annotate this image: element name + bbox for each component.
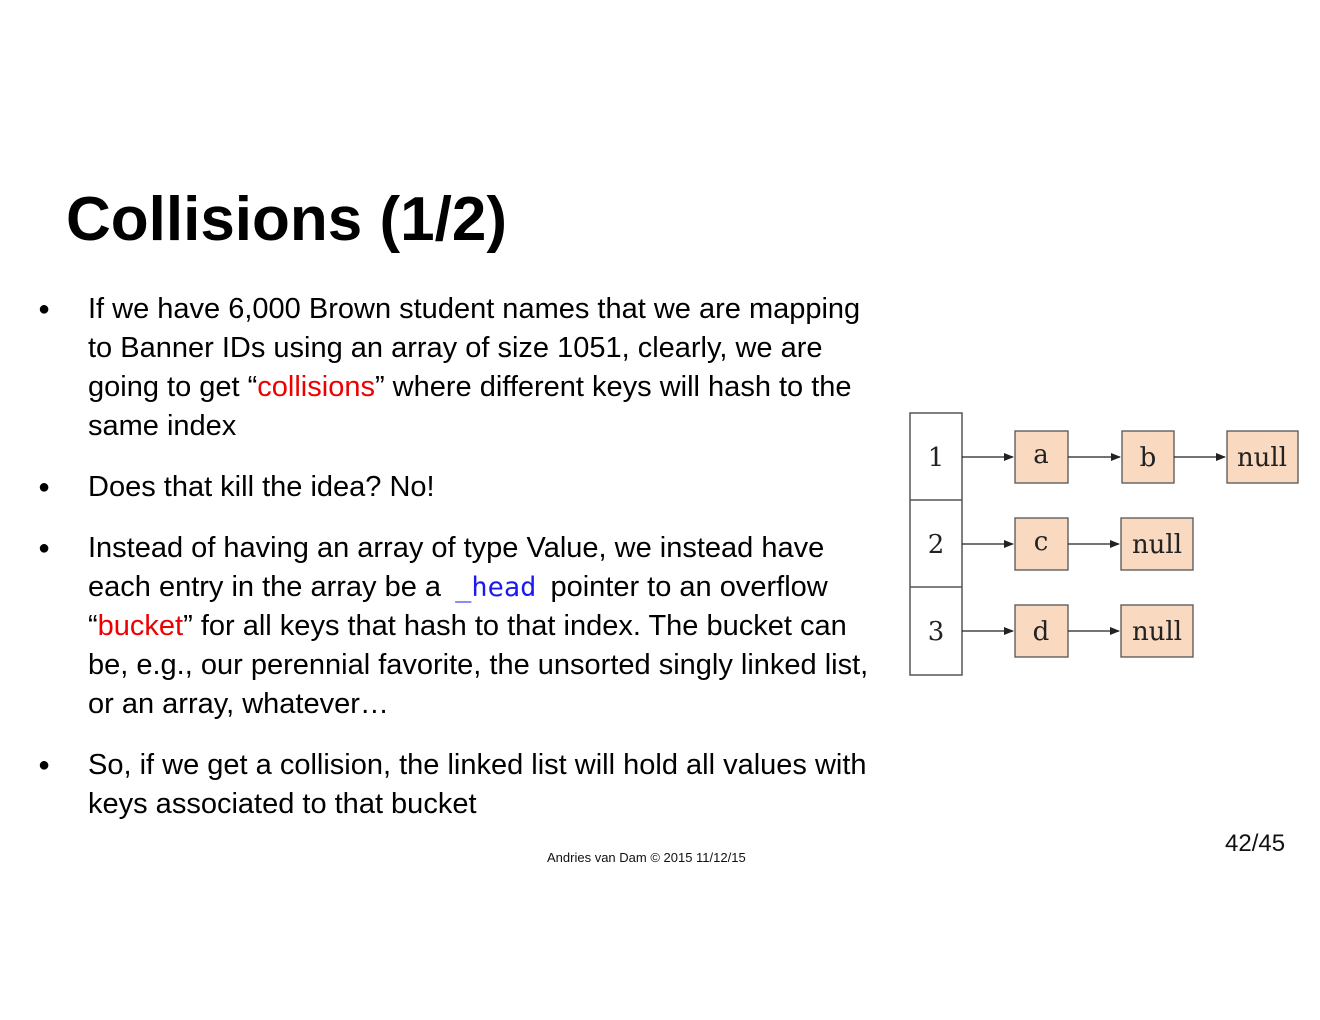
bullet-dot-icon: ● <box>38 476 51 498</box>
bullet-item <box>30 468 880 507</box>
hash-bucket-diagram <box>900 405 1310 685</box>
collisions-highlight: collisions <box>257 371 375 403</box>
bullet-list <box>30 290 880 824</box>
bullet-item <box>30 746 880 824</box>
node-label: c <box>1033 527 1049 557</box>
bullet-dot-icon: ● <box>38 298 51 320</box>
bullet-text: Does that kill the idea? No! <box>88 471 435 503</box>
slide-title: Collisions (1/2) <box>66 185 507 254</box>
bullet-text: Instead of having an array of type Value, we instead have each entry in the array be a <box>88 532 825 603</box>
node-label: null <box>1236 443 1288 473</box>
bullet-item <box>30 529 880 724</box>
bullet-dot-icon: ● <box>38 754 51 776</box>
node-label: a <box>1033 440 1049 470</box>
footer-credit: Andries van Dam © 2015 11/12/15 <box>547 850 746 865</box>
node-label: b <box>1139 443 1157 473</box>
node-label: d <box>1032 617 1050 647</box>
bullet-text: ” for all keys that hash to that index. The bucket can be, e.g., our perennial favorite, the unsorted singly linked list, or an array, whatever… <box>88 610 869 720</box>
array-index-label: 3 <box>927 617 945 647</box>
bullet-text: pointer to an overflow “ <box>88 571 828 642</box>
bullet-text: If we have 6,000 Brown student names that we are mapping to Banner IDs using an array of size 1051, clearly, we are going to get “ <box>88 293 861 403</box>
bullet-text: ” where different keys will hash to the same index <box>88 371 852 442</box>
node-label: null <box>1131 530 1183 560</box>
bullet-text: So, if we get a collision, the linked list will hold all values with keys associated to that bucket <box>88 749 867 820</box>
head-code: _head <box>455 572 537 603</box>
bullet-dot-icon: ● <box>38 537 51 559</box>
bucket-highlight: bucket <box>97 610 184 642</box>
array-index-label: 2 <box>927 530 945 560</box>
bullet-item <box>30 290 880 446</box>
page-number: 42/45 <box>1225 830 1286 857</box>
array-index-label: 1 <box>927 443 945 473</box>
node-label: null <box>1131 617 1183 647</box>
